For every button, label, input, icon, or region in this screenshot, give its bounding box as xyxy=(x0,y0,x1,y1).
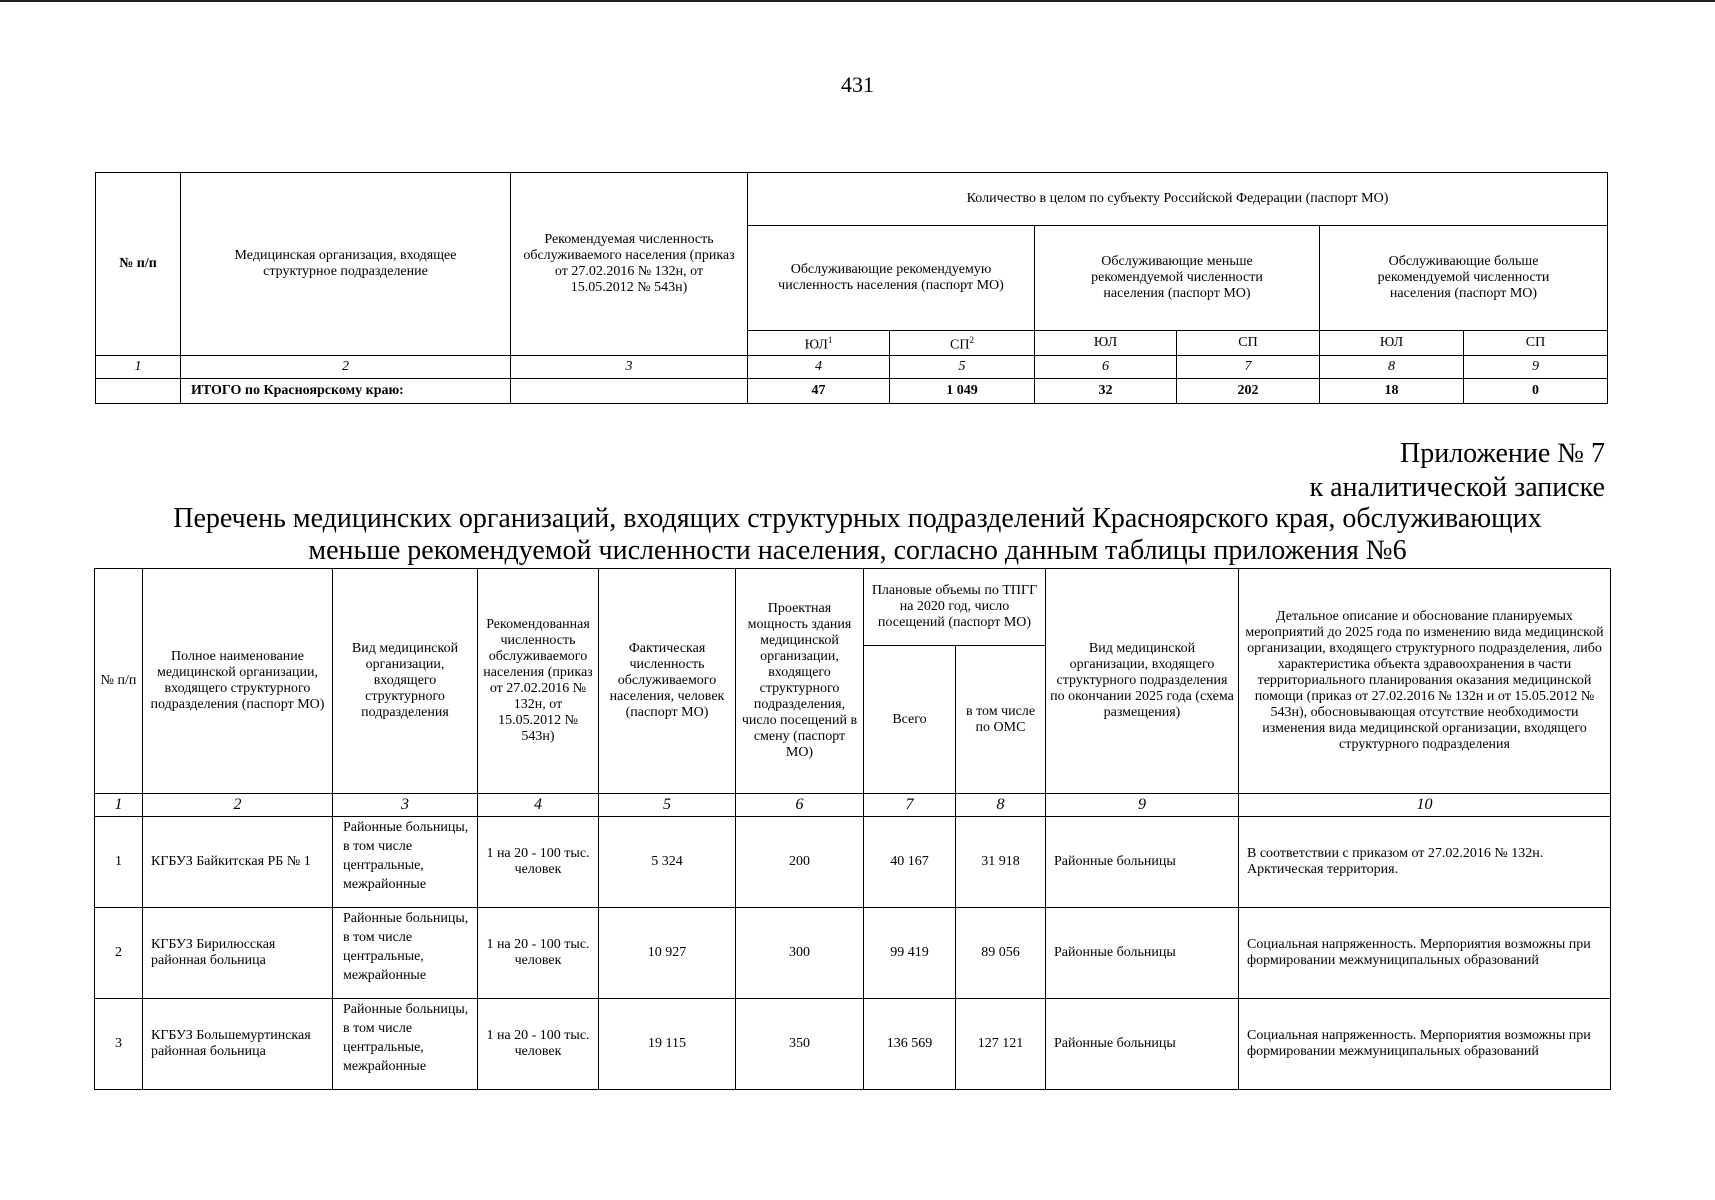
header-actual-population: Фактическая численность обслуживаемого населения, человек (паспорт МО) xyxy=(599,569,736,794)
row-org-kind: Районные больницы, в том числе центральные, межрайонные xyxy=(333,908,478,999)
column-number: 7 xyxy=(1177,355,1320,378)
total-row xyxy=(96,378,1608,403)
row-actual: 5 324 xyxy=(599,817,736,908)
page-top-border xyxy=(0,0,1715,2)
row-total: 136 569 xyxy=(864,999,956,1090)
row-oms: 127 121 xyxy=(956,999,1046,1090)
header-capacity: Проектная мощность здания медицинской организации, входящего структурного подразделения, число посещений в смену (паспорт МО) xyxy=(736,569,864,794)
total-value: 18 xyxy=(1320,378,1464,403)
table-row xyxy=(95,817,1611,908)
row-total: 99 419 xyxy=(864,908,956,999)
row-capacity: 200 xyxy=(736,817,864,908)
row-kind-2025: Районные больницы xyxy=(1046,999,1239,1090)
column-number: 5 xyxy=(890,355,1035,378)
column-number: 8 xyxy=(956,794,1046,817)
total-value: 47 xyxy=(748,378,890,403)
header-details: Детальное описание и обоснование планируемых мероприятий до 2025 года по изменению вида медицинской организации, входящего структурного подразделения, либо характеристика объекта здравоохранения в части территориального планирования оказания медицинской помощи (приказ от 27.02.2016 № 132н и от 15.05.2012 № 543н), обосновывающая отсутствие необходимости изменения вида медицинской организации, входящего структурного подразделения xyxy=(1239,569,1611,794)
appendix-title xyxy=(0,503,1715,567)
total-value: 202 xyxy=(1177,378,1320,403)
header-org-kind: Вид медицинской организации, входящего структурного подразделения xyxy=(333,569,478,794)
row-capacity: 350 xyxy=(736,999,864,1090)
total-recommended xyxy=(511,378,748,403)
table-row xyxy=(95,999,1611,1090)
row-capacity: 300 xyxy=(736,908,864,999)
row-recommended: 1 на 20 - 100 тыс. человек xyxy=(478,999,599,1090)
organizations-table xyxy=(94,568,1611,1090)
appendix-title-line: меньше рекомендуемой численности населения, согласно данным таблицы приложения №6 xyxy=(308,535,1407,566)
column-numbers-row xyxy=(96,355,1608,378)
header-sp: СП xyxy=(1177,331,1320,356)
column-number: 2 xyxy=(143,794,333,817)
row-recommended: 1 на 20 - 100 тыс. человек xyxy=(478,817,599,908)
column-number: 8 xyxy=(1320,355,1464,378)
total-index xyxy=(96,378,181,403)
header-sp: СП xyxy=(1464,331,1608,356)
row-recommended: 1 на 20 - 100 тыс. человек xyxy=(478,908,599,999)
header-kind-2025: Вид медицинской организации, входящего структурного подразделения по окончании 2025 года (схема размещения) xyxy=(1046,569,1239,794)
total-value: 1 049 xyxy=(890,378,1035,403)
header-yul: ЮЛ xyxy=(1035,331,1177,356)
column-number: 6 xyxy=(1035,355,1177,378)
row-details: Социальная напряженность. Мерпориятия возможны при формировании межмуниципальных образований xyxy=(1239,999,1611,1090)
header-organization: Медицинская организация, входящее структурное подразделение xyxy=(181,173,511,356)
table-row xyxy=(95,908,1611,999)
header-sp: $СП^2$ xyxy=(890,331,1035,356)
column-number: 10 xyxy=(1239,794,1611,817)
column-number: 3 xyxy=(511,355,748,378)
row-index: 3 xyxy=(95,999,143,1090)
row-index: 1 xyxy=(95,817,143,908)
column-number: 2 xyxy=(181,355,511,378)
row-kind-2025: Районные больницы xyxy=(1046,908,1239,999)
header-yul: $ЮЛ^1$ xyxy=(748,331,890,356)
page-number: 431 xyxy=(841,72,874,97)
header-index: № п/п xyxy=(96,173,181,356)
header-oms: в том числе по ОМС xyxy=(956,646,1046,794)
column-number: 3 xyxy=(333,794,478,817)
column-number: 1 xyxy=(96,355,181,378)
row-kind-2025: Районные больницы xyxy=(1046,817,1239,908)
appendix-number: Приложение № 7 xyxy=(1400,438,1605,469)
row-org-name: КГБУЗ Байкитская РБ № 1 xyxy=(143,817,333,908)
total-value: 0 xyxy=(1464,378,1608,403)
header-serving-recommended: Обслуживающие рекомендуемую численность населения (паспорт МО) xyxy=(748,226,1035,331)
column-number: 9 xyxy=(1046,794,1239,817)
column-number: 9 xyxy=(1464,355,1608,378)
header-planned-volume: Плановые объемы по ТПГГ на 2020 год, число посещений (паспорт МО) xyxy=(864,569,1046,646)
total-label: ИТОГО по Красноярскому краю: xyxy=(181,378,511,403)
column-number: 1 xyxy=(95,794,143,817)
column-numbers-row xyxy=(95,794,1611,817)
header-serving-more: Обслуживающие больше рекомендуемой численности населения (паспорт МО) xyxy=(1320,226,1608,331)
row-actual: 10 927 xyxy=(599,908,736,999)
total-value: 32 xyxy=(1035,378,1177,403)
row-details: В соответствии с приказом от 27.02.2016 № 132н. Арктическая территория. xyxy=(1239,817,1611,908)
column-number: 4 xyxy=(478,794,599,817)
row-details: Социальная напряженность. Мерпориятия возможны при формировании межмуниципальных образований xyxy=(1239,908,1611,999)
row-index: 2 xyxy=(95,908,143,999)
row-actual: 19 115 xyxy=(599,999,736,1090)
column-number: 5 xyxy=(599,794,736,817)
row-org-name: КГБУЗ Большемуртинская районная больница xyxy=(143,999,333,1090)
row-org-name: КГБУЗ Бирилюсская районная больница xyxy=(143,908,333,999)
header-recommended: Рекомендуемая численность обслуживаемого населения (приказ от 27.02.2016 № 132н, от 15.05.2012 № 543н) xyxy=(511,173,748,356)
row-oms: 31 918 xyxy=(956,817,1046,908)
header-yul: ЮЛ xyxy=(1320,331,1464,356)
header-federation-total: Количество в целом по субъекту Российской Федерации (паспорт МО) xyxy=(748,173,1608,226)
row-total: 40 167 xyxy=(864,817,956,908)
header-index: № п/п xyxy=(95,569,143,794)
appendix-subtitle: к аналитической записке xyxy=(1309,472,1605,503)
header-total: Всего xyxy=(864,646,956,794)
row-org-kind: Районные больницы, в том числе центральные, межрайонные xyxy=(333,999,478,1090)
column-number: 6 xyxy=(736,794,864,817)
summary-table xyxy=(95,172,1608,404)
header-full-name: Полное наименование медицинской организации, входящего структурного подразделения (паспорт МО) xyxy=(143,569,333,794)
column-number: 4 xyxy=(748,355,890,378)
row-org-kind: Районные больницы, в том числе центральные, межрайонные xyxy=(333,817,478,908)
appendix-title-line: Перечень медицинских организаций, входящих структурных подразделений Красноярского края, обслуживающих xyxy=(173,503,1542,534)
header-recommended: Рекомендованная численность обслуживаемого населения (приказ от 27.02.2016 № 132н, от 15.05.2012 № 543н) xyxy=(478,569,599,794)
header-serving-less: Обслуживающие меньше рекомендуемой численности населения (паспорт МО) xyxy=(1035,226,1320,331)
row-oms: 89 056 xyxy=(956,908,1046,999)
column-number: 7 xyxy=(864,794,956,817)
